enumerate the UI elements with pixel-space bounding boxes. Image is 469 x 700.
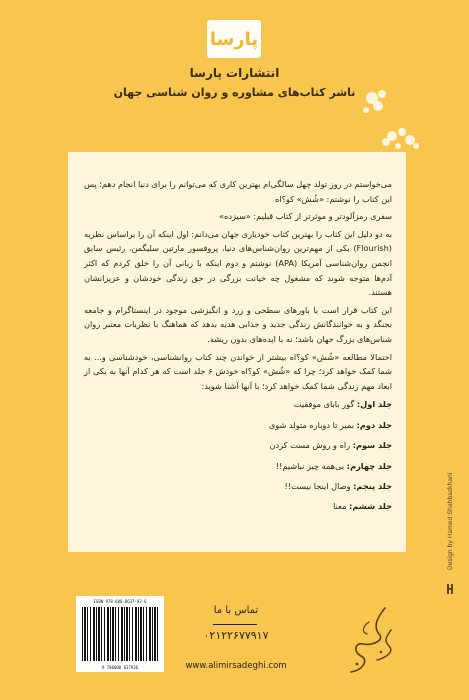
publisher-tagline: ناشر کتاب‌های مشاوره و روان شناسی جهان [113, 86, 356, 99]
contact-divider [213, 624, 257, 625]
publisher-name: انتشارات پارسا [189, 66, 280, 80]
volume-item: جلد سوم: راه و روش مست کردن [269, 440, 392, 451]
isbn-barcode [76, 596, 164, 672]
back-cover-text [84, 177, 392, 519]
volume-item: جلد اول: گور بابای موفقیت [293, 399, 392, 410]
barcode-bars [82, 607, 158, 661]
contact-phone: ۰۲۱۲۲۶۷۷۹۱۷ [203, 629, 269, 642]
volume-list [84, 396, 392, 515]
paragraph-2: سفری رمزآلودتر و موثرتر از کتاب قبلیم: «سیزده» [219, 211, 392, 222]
barcode-digits: 9 786008 637936 [101, 665, 139, 670]
decorative-flower-icon [352, 84, 424, 156]
designer-mark-icon [446, 583, 454, 595]
paragraph-4: این کتاب قرار است با باورهای سطحی و زرد و انگیزشی موجود در اینستاگرام و جامعه بجنگد و به خوانندگانش زندگی جدید و جذابی هدیه بدهد که هماهنگ با نظریات معتبر روان شناس‌های بزرگ جهان باشد؛ نه با ایده‌های بدون ریشه. [84, 304, 392, 344]
volume-item: جلد ششم: معنا [333, 501, 392, 512]
design-credit: Design by Hamed Shahbazkhani [447, 472, 454, 570]
publisher-logo [207, 20, 261, 58]
paragraph-3: به دو دلیل این کتاب را بهترین کتاب خودیاری جهان می‌دانم: اول اینکه آن را براساس نظریه (Flourish) یکی از مهم‌ترین روان‌شناس‌های دنیا، پروفسور مارتین سلیگمن، رئیس سابق انجمن روان‌شناسی آمریکا (APA) نوشتم و دوم اینکه با زبانی آن را خلق کردم که اکثر آدم‌ها متوجه شوند که مشغول چه خیانت بزرگی در حق زندگی خودشان و عزیزانشان هستند. [84, 228, 392, 298]
isbn-number: ISBN 978-600-8637-93-6 [93, 599, 147, 604]
paragraph-1: می‌خواستم در روز تولد چهل سالگی‌ام بهترین کاری که می‌توانم را برای دنیا انجام دهم؛ پس این کتاب را نوشتم: «شُش» کو؟اه [84, 179, 392, 204]
contact-title: تماس با ما [213, 605, 259, 616]
paragraph-5: احتمالا مطالعه «شُش» کو؟اه بیشتر از خواندن چند کتاب روانشناسی، خودشناسی و... به شما کمک خواهد کرد؛ چرا که «شُش» کو؟اه خودش ۶ جلد است که هر کدام آنها به یکی از ابعاد مهم زندگی شما کمک خواهد کرد؛ با آنها آشنا شوید: [84, 351, 392, 391]
volume-item: جلد دوم: بمیر تا دوباره متولد شوی [268, 419, 392, 430]
volume-item: جلد پنجم: وصال اینجا نیست!! [284, 480, 392, 491]
contact-website[interactable]: www.alimirsadeghi.com [185, 661, 287, 671]
author-signature-icon [333, 600, 403, 680]
publisher-logo-text: پارسا [209, 28, 259, 50]
volume-item: جلد چهارم: بی‌همه چیز نباشیم!! [275, 460, 392, 471]
